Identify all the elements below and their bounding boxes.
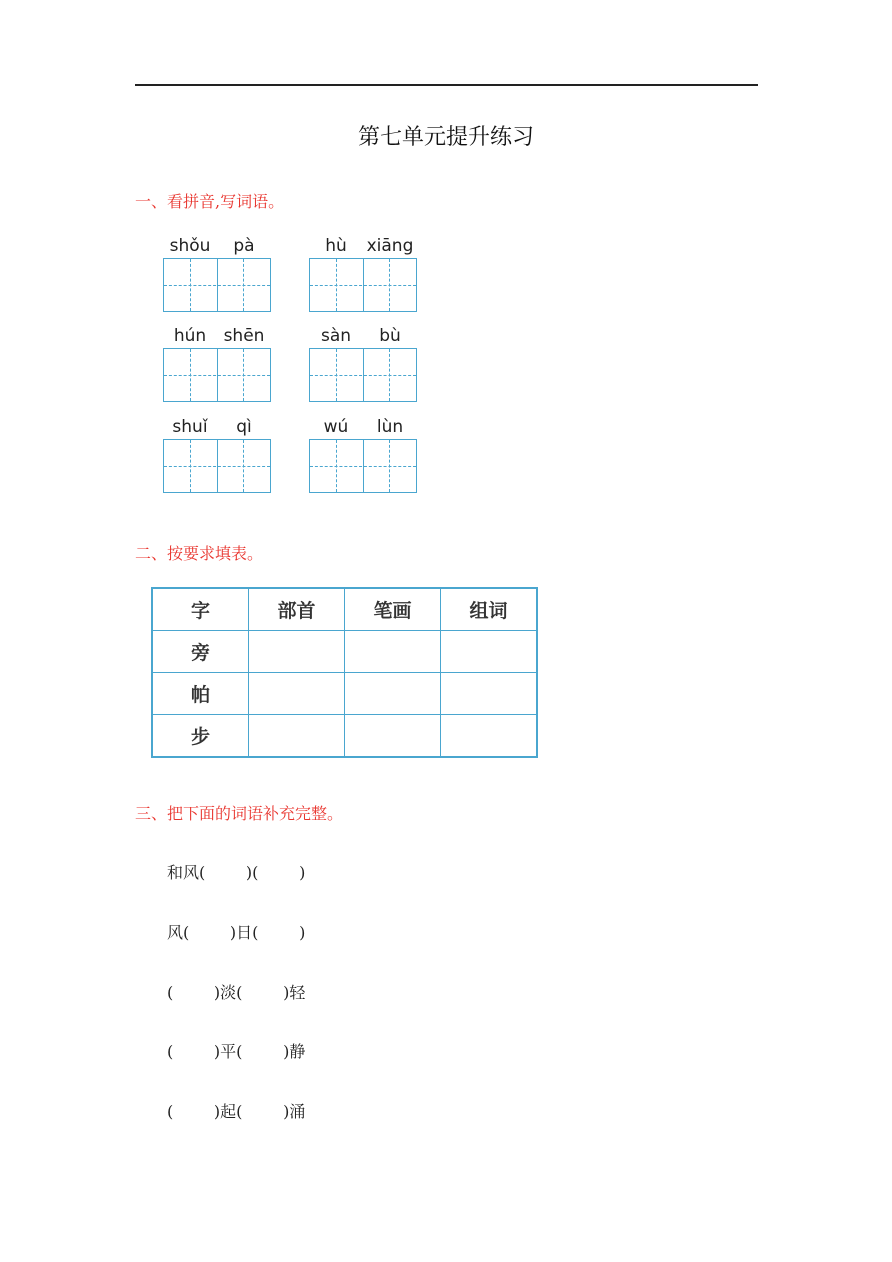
- writing-grid[interactable]: [309, 439, 417, 493]
- answer-cell[interactable]: [249, 673, 345, 715]
- section-3-heading: 三、把下面的词语补充完整。: [135, 804, 344, 823]
- top-rule: [135, 84, 758, 86]
- answer-cell[interactable]: [345, 715, 441, 758]
- fill-table: [151, 587, 538, 758]
- answer-cell[interactable]: [441, 631, 538, 673]
- idiom-item[interactable]: ( )平( )静: [167, 1042, 306, 1061]
- writing-grid[interactable]: [163, 439, 271, 493]
- answer-cell[interactable]: [441, 673, 538, 715]
- pinyin-syllable: lùn: [376, 417, 404, 437]
- table-char-cell: 旁: [152, 631, 249, 673]
- page-title: 第七单元提升练习: [357, 125, 534, 150]
- pinyin-syllable: hù: [325, 236, 347, 256]
- table-row: [152, 673, 537, 715]
- writing-grid[interactable]: [163, 258, 271, 312]
- writing-grid[interactable]: [163, 348, 271, 402]
- table-row: [152, 715, 537, 758]
- pinyin-syllable: bù: [379, 326, 401, 346]
- table-header: 部首: [249, 588, 345, 631]
- table-header-row: [152, 588, 537, 631]
- table-char-cell: 帕: [152, 673, 249, 715]
- pinyin-syllable: xiāng: [366, 236, 414, 256]
- answer-cell[interactable]: [345, 673, 441, 715]
- pinyin-syllable: shǒu: [169, 236, 211, 256]
- idiom-item[interactable]: ( )起( )涌: [167, 1102, 306, 1121]
- pinyin-syllable: sàn: [320, 326, 352, 346]
- pinyin-syllable: shēn: [223, 326, 265, 346]
- answer-cell[interactable]: [441, 715, 538, 758]
- writing-grid[interactable]: [309, 348, 417, 402]
- answer-cell[interactable]: [345, 631, 441, 673]
- table-header: 字: [152, 588, 249, 631]
- table-row: [152, 631, 537, 673]
- pinyin-syllable: hún: [173, 326, 207, 346]
- writing-grid[interactable]: [309, 258, 417, 312]
- answer-cell[interactable]: [249, 631, 345, 673]
- table-header: 笔画: [345, 588, 441, 631]
- answer-cell[interactable]: [249, 715, 345, 758]
- pinyin-syllable: wú: [323, 417, 349, 437]
- pinyin-syllable: shuǐ: [172, 417, 208, 437]
- idiom-item[interactable]: ( )淡( )轻: [167, 983, 306, 1002]
- table-char-cell: 步: [152, 715, 249, 758]
- table-header: 组词: [441, 588, 538, 631]
- pinyin-syllable: qì: [236, 417, 252, 437]
- pinyin-syllable: pà: [233, 236, 255, 256]
- section-2-heading: 二、按要求填表。: [135, 544, 264, 563]
- idiom-item[interactable]: 和风( )( ): [167, 863, 306, 882]
- idiom-item[interactable]: 风( )日( ): [167, 923, 306, 942]
- section-1-heading: 一、看拼音,写词语。: [135, 192, 285, 211]
